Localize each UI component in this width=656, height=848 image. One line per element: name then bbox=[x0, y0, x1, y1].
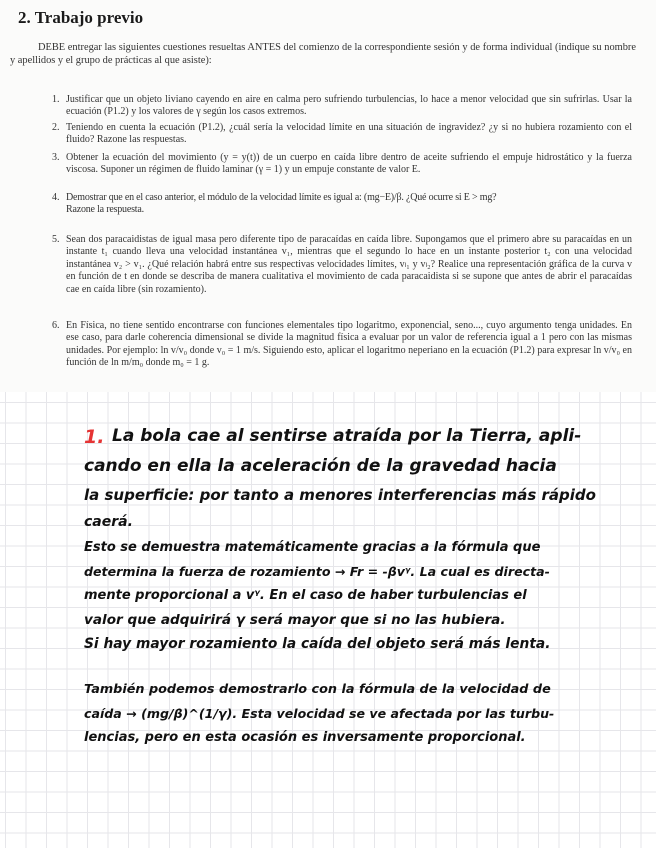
section-title: 2. Trabajo previo bbox=[18, 8, 144, 27]
answer-line: lencias, pero en esta ocasión es inversamente proporcional. bbox=[84, 730, 526, 745]
question-3 bbox=[52, 152, 632, 177]
question-4 bbox=[52, 192, 632, 216]
grid-paper bbox=[0, 392, 656, 848]
answer-line: determina la fuerza de rozamiento → Fr = -βvᵞ. La cual es directa- bbox=[84, 564, 550, 579]
intro-paragraph: DEBE entregar las siguientes cuestiones resueltas ANTES del comienzo de la correspondiente sesión y de forma individual (indique su nombre y apellidos y el grupo de prácticas al que asiste): bbox=[10, 42, 636, 66]
answer-line: caída → (mg/β)^(1/γ). Esta velocidad se ve afectada por las turbu- bbox=[84, 706, 555, 721]
answer-line: La bola cae al sentirse atraída por la Tierra, apli- bbox=[112, 426, 582, 446]
question-2 bbox=[52, 122, 632, 147]
question-text: Sean dos paracaidistas de igual masa pero diferente tipo de paracaídas en caída libre. Supongamos que el primero abre su paracaídas en un instante t₁ cuando lleva una velocidad instantánea v₁, mientras que el segundo lo hace en un instante posterior t₂ con una velocidad instantánea v₂ > v₁. ¿Qué relación habrá entre sus respectivas velocidades límites, vₗ₁ y vₗ₂? Realice una representación gráfica de la curva v en función de t en donde se describa de manera cualitativa el movimiento de cada paracaidista si se supone que antes de abrir el paracaídas cae en caída libre (sin rozamiento). bbox=[66, 234, 632, 295]
question-text: Justificar que un objeto liviano cayendo en aire en calma pero sufriendo turbulencias, lo hace a menor velocidad que sin sufrirlas. Usar la ecuación (P1.2) y los valores de γ según los casos extremos. bbox=[66, 94, 632, 118]
question-number: 4. bbox=[52, 192, 60, 203]
answer-line: Esto se demuestra matemáticamente gracias a la fórmula que bbox=[84, 540, 541, 555]
answer-line: También podemos demostrarlo con la fórmula de la velocidad de bbox=[84, 682, 551, 697]
question-text: En Física, no tiene sentido encontrarse con funciones elementales tipo logaritmo, exponencial, seno..., cuyo argumento tenga unidades. En ese caso, para darle coherencia dimensional se divide la magnitud física a evaluar por un valor de referencia igual a 1 pero con las mismas unidades. Por ejemplo: ln v/v₀ donde v₀ = 1 m/s. Siguiendo esto, aplicar el logaritmo neperiano en la ecuación (P1.2) para expresar ln v/v₀ en función de ln m/m₀ donde m₀ = 1 g. bbox=[66, 320, 632, 369]
question-6 bbox=[52, 320, 632, 370]
question-text: Teniendo en cuenta la ecuación (P1.2), ¿cuál sería la velocidad límite en una situación de ingravidez? ¿y si no hubiera rozamiento con el fluido? Razone las respuestas. bbox=[66, 122, 632, 146]
question-1 bbox=[52, 94, 632, 119]
printed-page bbox=[0, 0, 656, 392]
answer-line: caerá. bbox=[84, 514, 133, 530]
answer-line: mente proporcional a vᵞ. En el caso de haber turbulencias el bbox=[84, 588, 527, 603]
question-text: Razone la respuesta. bbox=[66, 204, 144, 215]
question-text: Demostrar que en el caso anterior, el módulo de la velocidad límite es igual a: (mg−E)/β. ¿Qué ocurre si E > mg? bbox=[66, 192, 497, 203]
answer-line: valor que adquirirá γ será mayor que si no las hubiera. bbox=[84, 612, 506, 628]
question-number: 6. bbox=[52, 320, 60, 331]
question-number: 3. bbox=[52, 152, 60, 163]
answer-line: la superficie: por tanto a menores interferencias más rápido bbox=[84, 486, 596, 504]
question-text: Obtener la ecuación del movimiento (y = y(t)) de un cuerpo en caída libre dentro de aceite sufriendo el empuje hidrostático y la fuerza viscosa. Suponer un régimen de fluido laminar (γ = 1) y un empuje constante de valor E. bbox=[66, 152, 632, 176]
answer-line: cando en ella la aceleración de la gravedad hacia bbox=[84, 456, 557, 476]
answer-line: Si hay mayor rozamiento la caída del objeto será más lenta. bbox=[84, 636, 551, 652]
question-5 bbox=[52, 234, 632, 296]
answer-number: 1. bbox=[84, 426, 105, 448]
question-number: 2. bbox=[52, 122, 60, 133]
question-number: 5. bbox=[52, 234, 60, 245]
question-number: 1. bbox=[52, 94, 60, 105]
